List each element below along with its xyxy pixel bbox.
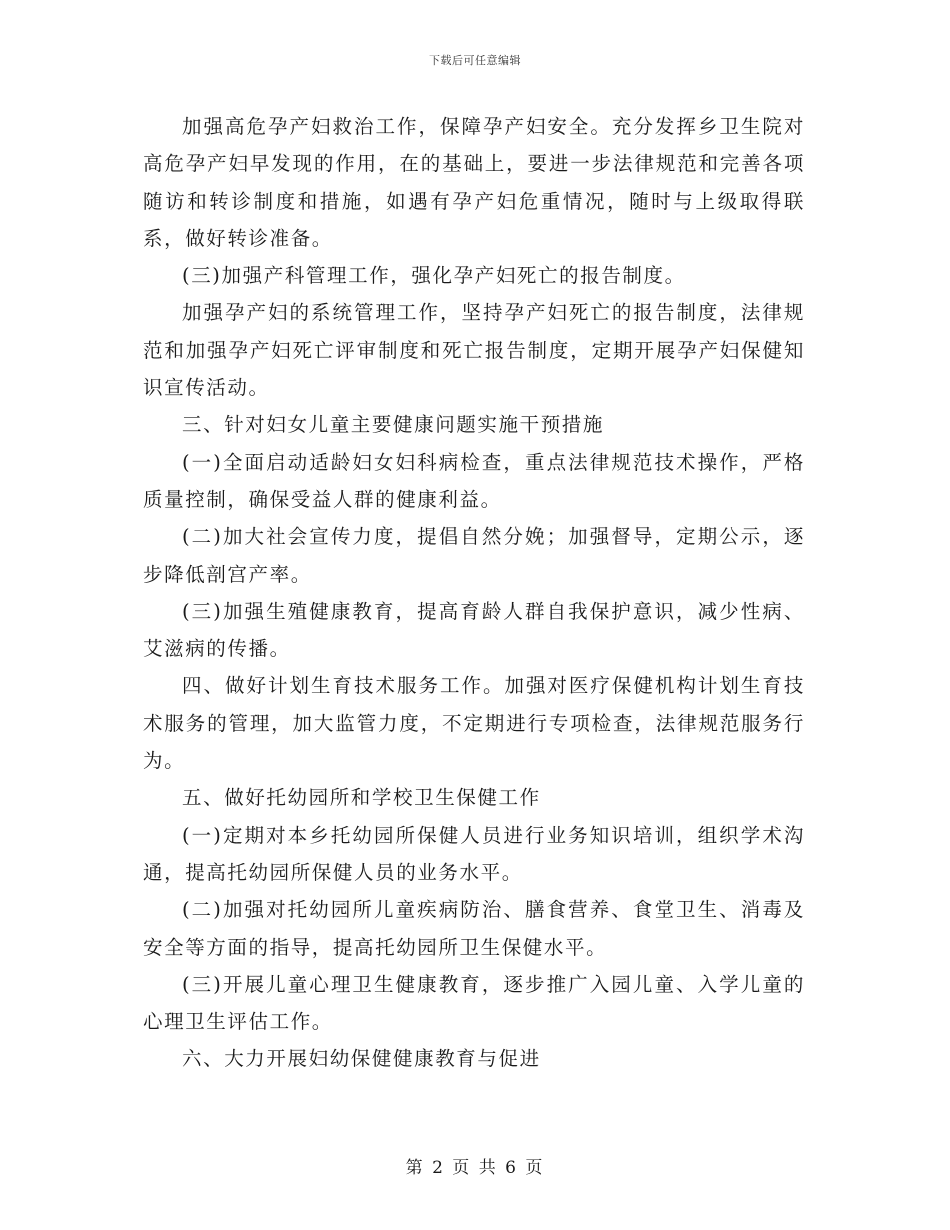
section-heading: 三、针对妇女儿童主要健康问题实施干预措施 (182, 413, 605, 437)
section-heading: 六、大力开展妇幼保健健康教育与促进 (182, 1047, 541, 1071)
page-header: 下载后可任意编辑 (429, 54, 521, 67)
document-body (143, 108, 805, 1078)
paragraph: (一)全面启动适龄妇女妇科病检查，重点法律规范技术操作，严格质量控制，确保受益人群的健康利益。 (143, 450, 805, 511)
paragraph: (一)定期对本乡托幼园所保健人员进行业务知识培训，组织学术沟通，提高托幼园所保健人员的业务水平。 (143, 823, 805, 884)
paragraph: 加强高危孕产妇救治工作，保障孕产妇安全。充分发挥乡卫生院对高危孕产妇早发现的作用，在的基础上，要进一步法律规范和完善各项随访和转诊制度和措施，如遇有孕产妇危重情况，随时与上级取得联系，做好转诊准备。 (143, 115, 805, 250)
paragraph: (三)加强产科管理工作，强化孕产妇死亡的报告制度。 (182, 264, 686, 288)
paragraph: (三)开展儿童心理卫生健康教育，逐步推广入园儿童、入学儿童的心理卫生评估工作。 (143, 972, 805, 1034)
section-heading: 五、做好托幼园所和学校卫生保健工作 (182, 786, 541, 810)
paragraph: (二)加强对托幼园所儿童疾病防治、膳食营养、食堂卫生、消毒及安全等方面的指导，提高托幼园所卫生保健水平。 (143, 898, 805, 959)
page-number: 第 2 页 共 6 页 (405, 1158, 545, 1178)
paragraph: (三)加强生殖健康教育，提高育龄人群自我保护意识，减少性病、艾滋病的传播。 (143, 599, 805, 661)
paragraph: 四、做好计划生育技术服务工作。加强对医疗保健机构计划生育技术服务的管理，加大监管力度，不定期进行专项检查，法律规范服务行为。 (143, 674, 805, 773)
paragraph: 加强孕产妇的系统管理工作，坚持孕产妇死亡的报告制度，法律规范和加强孕产妇死亡评审制度和死亡报告制度，定期开展孕产妇保健知识宣传活动。 (143, 301, 805, 400)
paragraph: (二)加大社会宣传力度，提倡自然分娩；加强督导，定期公示，逐步降低剖宫产率。 (143, 525, 805, 586)
